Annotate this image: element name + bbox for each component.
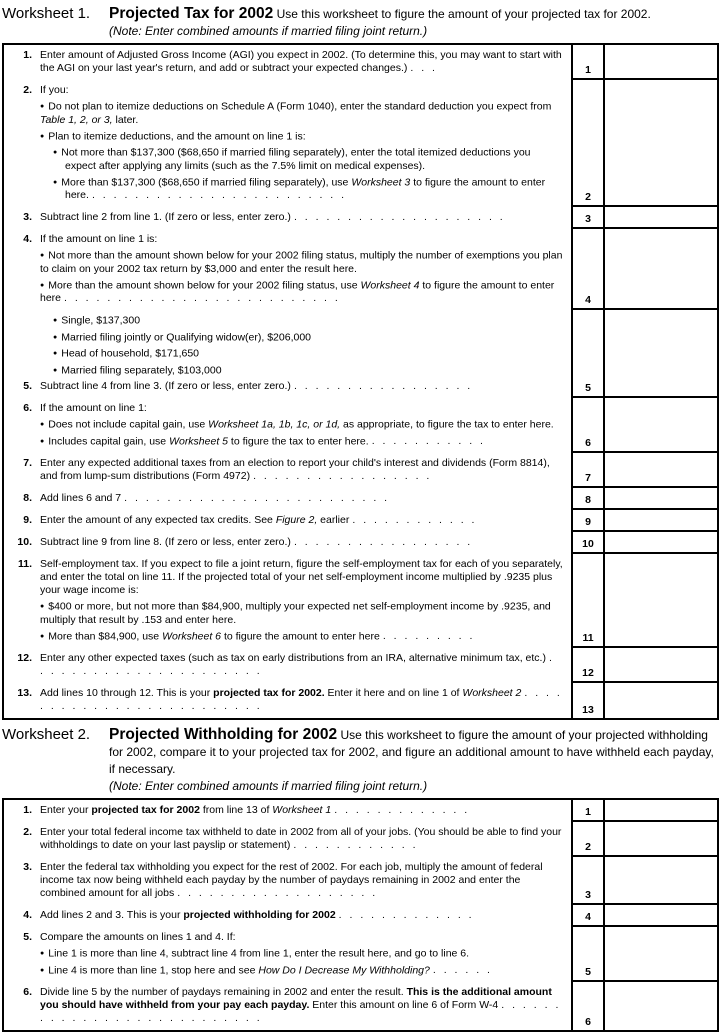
line-item-row bbox=[4, 554, 717, 648]
bullet-icon: ● bbox=[53, 366, 58, 374]
line-number-cell: 5 bbox=[573, 927, 605, 982]
worksheet1-title: Projected Tax for 2002 bbox=[109, 5, 274, 22]
bullet-text: ● Includes capital gain, use Worksheet 5 to figure the tax to enter here. . . . . . . . . . . . bbox=[40, 435, 484, 447]
bullet-text: ● Single, $137,300 bbox=[53, 314, 141, 327]
line-item-text bbox=[4, 683, 573, 718]
dot-leader: . . . . . . . . . . . . . . . . . . . . . . . . bbox=[91, 189, 345, 201]
item-text: 3. Enter the federal tax withholding you expect for the rest of 2002. For each job, multiply the amount of federal income tax now being withheld each payday by the number of paydays remaining in 2002 and enter the combined amount for all jobs . . . . . . . . . . . . . . . . . . . bbox=[4, 861, 563, 900]
worksheet2-intro: Use this worksheet to figure the amount of your projected withholding for 2002, compare it to your projected tax for 2002, and figure an additional amount to have withheld each payday, if necessary. bbox=[109, 728, 714, 776]
line-number-cell: 10 bbox=[573, 532, 605, 554]
line-number-cell: 6 bbox=[573, 398, 605, 453]
line-number-cell: 1 bbox=[573, 45, 605, 80]
dot-leader: . . . . . . . . . bbox=[382, 630, 473, 642]
bullet-icon: ● bbox=[40, 632, 45, 640]
line-item-text bbox=[4, 510, 573, 532]
amount-entry-cell[interactable] bbox=[605, 822, 717, 857]
bullet-icon: ● bbox=[40, 437, 45, 445]
line-item-text bbox=[4, 453, 573, 488]
bullet-text: ● Not more than the amount shown below for your 2002 filing status, multiply the number of exemptions you plan to claim on your 2002 tax return by $3,000 and enter the result here. bbox=[40, 249, 563, 275]
line-item-text bbox=[4, 857, 573, 905]
item-number: 7. bbox=[23, 457, 32, 469]
line-number-cell: 11 bbox=[573, 554, 605, 648]
line-number-cell: 2 bbox=[573, 80, 605, 207]
worksheet1-table bbox=[2, 43, 719, 720]
dot-leader: . . . . . . . . . . . . . . . . . . . . . . . . . . . bbox=[40, 999, 559, 1024]
bullet-icon: ● bbox=[53, 178, 58, 186]
line-item-row bbox=[4, 310, 717, 398]
line-item-text bbox=[4, 45, 573, 80]
line-item-text bbox=[4, 822, 573, 857]
worksheet2-note: (Note: Enter combined amounts if married filing joint return.) bbox=[109, 779, 428, 793]
line-item-row bbox=[4, 488, 717, 510]
dot-leader: . . . . . . bbox=[432, 964, 491, 976]
line-item-text bbox=[4, 800, 573, 822]
item-number: 3. bbox=[23, 211, 32, 223]
line-item-row bbox=[4, 822, 717, 857]
bullet-icon: ● bbox=[40, 966, 45, 974]
line-item-row bbox=[4, 532, 717, 554]
line-item-row bbox=[4, 800, 717, 822]
bullet-text: ● More than $137,300 ($68,650 if married filing separately), use Worksheet 3 to figure the amount to enter here. . . . . . . . . . . . . . . . . . . . . . . . . bbox=[53, 176, 546, 201]
item-number: 2. bbox=[23, 826, 32, 838]
worksheet2-header-body bbox=[109, 725, 719, 794]
line-number-cell: 8 bbox=[573, 488, 605, 510]
line-item-text bbox=[4, 905, 573, 927]
item-text: 4. If the amount on line 1 is: bbox=[4, 233, 563, 246]
amount-entry-cell[interactable] bbox=[605, 80, 717, 207]
item-text: 5. Compare the amounts on lines 1 and 4. If: bbox=[4, 931, 563, 944]
worksheet2-table bbox=[2, 798, 719, 1032]
dot-leader: . . . . . . . . . . . . . bbox=[334, 804, 468, 816]
item-number: 6. bbox=[23, 402, 32, 414]
item-text: 2. If you: bbox=[4, 84, 563, 97]
amount-entry-cell[interactable] bbox=[605, 453, 717, 488]
dot-leader: . . . . . . . . . . . . . bbox=[338, 909, 473, 921]
item-text: 1. Enter your projected tax for 2002 from line 13 of Worksheet 1 . . . . . . . . . . . . . bbox=[4, 804, 563, 817]
item-number: 9. bbox=[23, 514, 32, 526]
bullet-icon: ● bbox=[40, 421, 45, 428]
bullet-text: ● More than the amount shown below for your 2002 filing status, use Worksheet 4 to figure the amount to enter here . . . . . . . . . . . . . . . . . . . . . . . . . . bbox=[40, 279, 555, 304]
bullet-text: ● Does not include capital gain, use Worksheet 1a, 1b, 1c, or 1d, as appropriate, to figure the tax to enter here. bbox=[40, 418, 554, 431]
worksheet2-title: Projected Withholding for 2002 bbox=[109, 726, 338, 743]
worksheet2-lead bbox=[109, 725, 719, 778]
line-number-cell: 6 bbox=[573, 982, 605, 1030]
line-number-cell: 9 bbox=[573, 510, 605, 532]
line-number-cell: 7 bbox=[573, 453, 605, 488]
item-text: 10. Subtract line 9 from line 8. (If zero or less, enter zero.) . . . . . . . . . . . . . . . . . bbox=[4, 536, 563, 549]
item-number: 4. bbox=[23, 909, 32, 921]
line-number-cell: 12 bbox=[573, 648, 605, 683]
bullet-icon: ● bbox=[53, 149, 58, 156]
line-number-cell: 1 bbox=[573, 800, 605, 822]
bullet-text: ● $400 or more, but not more than $84,900, multiply your expected net self-employment income by .9235, and multiply that result by .153 and enter here. bbox=[40, 600, 551, 626]
dot-leader: . . . . . . . . . . . . bbox=[352, 514, 475, 526]
line-item-row bbox=[4, 207, 717, 229]
dot-leader: . . . . . . . . . . . . . . . . . . . . bbox=[293, 211, 504, 223]
dot-leader: . . . . . . . . . . . . . . . . . bbox=[293, 536, 471, 548]
amount-entry-cell[interactable] bbox=[605, 532, 717, 554]
line-item-row bbox=[4, 905, 717, 927]
bullet-icon: ● bbox=[40, 281, 45, 289]
worksheet2-label: Worksheet 2. bbox=[2, 726, 91, 743]
amount-entry-cell[interactable] bbox=[605, 398, 717, 453]
amount-entry-cell[interactable] bbox=[605, 207, 717, 229]
item-text: 6. Divide line 5 by the number of paydays remaining in 2002 and enter the result. This is the additional amount you should have withheld from your pay each payday. Enter this amount on line 6 of Form W-4 . . . . . . . . . . . . . . . . . . . . . . . . . . . bbox=[4, 986, 563, 1025]
line-item-row bbox=[4, 982, 717, 1030]
bullet-icon: ● bbox=[40, 132, 45, 140]
line-item-row bbox=[4, 453, 717, 488]
item-text: 2. Enter your total federal income tax withheld to date in 2002 from all of your jobs. (You should be able to find your withholdings to date on your last payslip or statement) . . . . . . . . . . . . bbox=[4, 826, 563, 852]
amount-entry-cell[interactable] bbox=[605, 488, 717, 510]
item-number: 3. bbox=[23, 861, 32, 873]
amount-entry-cell[interactable] bbox=[605, 45, 717, 80]
amount-entry-cell[interactable] bbox=[605, 683, 717, 718]
item-number: 13. bbox=[17, 687, 32, 699]
line-item-text bbox=[4, 229, 573, 310]
dot-leader: . . . . . . . . . . . bbox=[371, 435, 484, 447]
bullet-text: ● Plan to itemize deductions, and the amount on line 1 is: bbox=[40, 130, 306, 142]
amount-entry-cell[interactable] bbox=[605, 510, 717, 532]
item-text: 9. Enter the amount of any expected tax credits. See Figure 2, earlier . . . . . . . . . . . . bbox=[4, 514, 563, 527]
bullet-text: ● More than $84,900, use Worksheet 6 to figure the amount to enter here . . . . . . . . . bbox=[40, 630, 473, 642]
line-item-text bbox=[4, 927, 573, 982]
line-item-text bbox=[4, 554, 573, 648]
dot-leader: . . . . . . . . . . . . . . . . . . . . . . . . . bbox=[124, 492, 388, 504]
line-item-row bbox=[4, 398, 717, 453]
amount-entry-cell[interactable] bbox=[605, 229, 717, 310]
line-item-row bbox=[4, 927, 717, 982]
line-item-text bbox=[4, 398, 573, 453]
dot-leader: . . . bbox=[410, 62, 436, 74]
line-item-text bbox=[4, 207, 573, 229]
worksheet2-header bbox=[2, 725, 719, 794]
item-text: 8. Add lines 6 and 7 . . . . . . . . . . . . . . . . . . . . . . . . . bbox=[4, 492, 563, 505]
line-item-row bbox=[4, 510, 717, 532]
amount-entry-cell[interactable] bbox=[605, 927, 717, 982]
dot-leader: . . . . . . . . . . . . . . . . . . . bbox=[177, 887, 376, 899]
bullet-text: ● Line 1 is more than line 4, subtract line 4 from line 1, enter the result here, and go to line 6. bbox=[40, 947, 470, 960]
worksheet1-intro: Use this worksheet to figure the amount of your projected tax for 2002. bbox=[276, 7, 651, 21]
bullet-text: ● Line 4 is more than line 1, stop here and see How Do I Decrease My Withholding? . . . . . . bbox=[40, 964, 491, 976]
dot-leader: . . . . . . . . . . . . . . . . . . . . . . . . . . bbox=[64, 292, 339, 304]
bullet-text: ● Married filing jointly or Qualifying widow(er), $206,000 bbox=[53, 331, 312, 343]
line-item-row bbox=[4, 229, 717, 310]
dot-leader: . . . . . . . . . . . . . . . . . bbox=[293, 380, 471, 392]
worksheet1-header bbox=[2, 4, 719, 39]
line-item-text bbox=[4, 532, 573, 554]
item-number: 6. bbox=[23, 986, 32, 998]
item-number: 11. bbox=[17, 558, 32, 570]
worksheet1-header-body bbox=[109, 4, 719, 39]
item-text: 6. If the amount on line 1: bbox=[4, 402, 563, 415]
line-number-cell: 4 bbox=[573, 905, 605, 927]
amount-entry-cell[interactable] bbox=[605, 310, 717, 398]
bullet-icon: ● bbox=[53, 333, 58, 341]
line-item-row bbox=[4, 857, 717, 905]
bullet-icon: ● bbox=[40, 252, 45, 259]
worksheet1-lead bbox=[109, 4, 719, 23]
amount-entry-cell[interactable] bbox=[605, 905, 717, 927]
item-text: 12. Enter any other expected taxes (such as tax on early distributions from an IRA, alternative minimum tax, etc.) . . . . . . . . . . . . . . . . . . . . . . bbox=[4, 652, 563, 678]
dot-leader: . . . . . . . . . . . . . . . . . bbox=[253, 470, 430, 482]
item-text: 13. Add lines 10 through 12. This is your projected tax for 2002. Enter it here and on line 1 of Worksheet 2 . . . . . . . . . . . . . . . . . . . . . . . . . bbox=[4, 687, 563, 713]
bullet-icon: ● bbox=[53, 350, 58, 357]
item-text: 4. Add lines 2 and 3. This is your projected withholding for 2002 . . . . . . . . . . . . . bbox=[4, 909, 563, 922]
line-number-cell: 4 bbox=[573, 229, 605, 310]
dot-leader: . . . . . . . . . . . . bbox=[293, 839, 416, 851]
item-number: 1. bbox=[23, 804, 32, 816]
line-item-text bbox=[4, 80, 573, 207]
item-text: 11. Self-employment tax. If you expect to file a joint return, figure the self-employment tax for each of you separately, and enter the total on line 11. If the projected total of your net self-employment income multiplied by .9235 plus your wage income is: bbox=[4, 558, 563, 597]
worksheet1-label: Worksheet 1. bbox=[2, 5, 91, 22]
line-item-row bbox=[4, 45, 717, 80]
item-text: 7. Enter any expected additional taxes from an election to report your child's interest and dividends (Form 8814), and from lump-sum distributions (Form 4972) . . . . . . . . . . . . . . . . . bbox=[4, 457, 563, 483]
item-number: 8. bbox=[23, 492, 32, 504]
item-number: 10. bbox=[17, 536, 32, 548]
line-number-cell: 5 bbox=[573, 310, 605, 398]
bullet-text: ● Head of household, $171,650 bbox=[53, 347, 200, 360]
dot-leader: . . . . . . . . . . . . . . . . . . . . . . . . . bbox=[40, 687, 561, 712]
item-number: 4. bbox=[23, 233, 32, 245]
line-item-text bbox=[4, 648, 573, 683]
line-number-cell: 3 bbox=[573, 857, 605, 905]
line-item-text bbox=[4, 488, 573, 510]
line-number-cell: 13 bbox=[573, 683, 605, 718]
bullet-text: ● Do not plan to itemize deductions on Schedule A (Form 1040), enter the standard deduction you expect from Table 1, 2, or 3, later. bbox=[40, 100, 552, 126]
amount-entry-cell[interactable] bbox=[605, 648, 717, 683]
bullet-icon: ● bbox=[40, 103, 45, 110]
item-text: 3. Subtract line 2 from line 1. (If zero or less, enter zero.) . . . . . . . . . . . . . . . . . . . . bbox=[4, 211, 563, 224]
amount-entry-cell[interactable] bbox=[605, 857, 717, 905]
line-item-row bbox=[4, 80, 717, 207]
line-item-row bbox=[4, 648, 717, 683]
item-number: 2. bbox=[23, 84, 32, 96]
line-item-text bbox=[4, 310, 573, 398]
amount-entry-cell[interactable] bbox=[605, 982, 717, 1030]
item-number: 12. bbox=[17, 652, 32, 664]
dot-leader: . . . . . . . . . . . . . . . . . . . . . . bbox=[40, 652, 553, 677]
bullet-icon: ● bbox=[53, 317, 58, 324]
line-item-text bbox=[4, 982, 573, 1030]
item-number: 5. bbox=[23, 380, 32, 392]
item-text: 5. Subtract line 4 from line 3. (If zero or less, enter zero.) . . . . . . . . . . . . . . . . . bbox=[4, 380, 563, 393]
line-number-cell: 3 bbox=[573, 207, 605, 229]
bullet-icon: ● bbox=[40, 603, 45, 610]
amount-entry-cell[interactable] bbox=[605, 554, 717, 648]
item-number: 1. bbox=[23, 49, 32, 61]
bullet-text: ● Not more than $137,300 ($68,650 if married filing separately), enter the total itemized deductions you expect after applying any limits (such as the 7.5% limit on medical expenses). bbox=[53, 146, 531, 172]
line-number-cell: 2 bbox=[573, 822, 605, 857]
bullet-text: ● Married filing separately, $103,000 bbox=[53, 364, 222, 376]
item-number: 5. bbox=[23, 931, 32, 943]
bullet-icon: ● bbox=[40, 950, 45, 957]
worksheet1-note: (Note: Enter combined amounts if married filing joint return.) bbox=[109, 24, 428, 38]
line-item-row bbox=[4, 683, 717, 718]
item-text: 1. Enter amount of Adjusted Gross Income (AGI) you expect in 2002. (To determine this, you may want to start with the AGI on your last year's return, and add or subtract your expected changes.) . . . bbox=[4, 49, 563, 75]
amount-entry-cell[interactable] bbox=[605, 800, 717, 822]
